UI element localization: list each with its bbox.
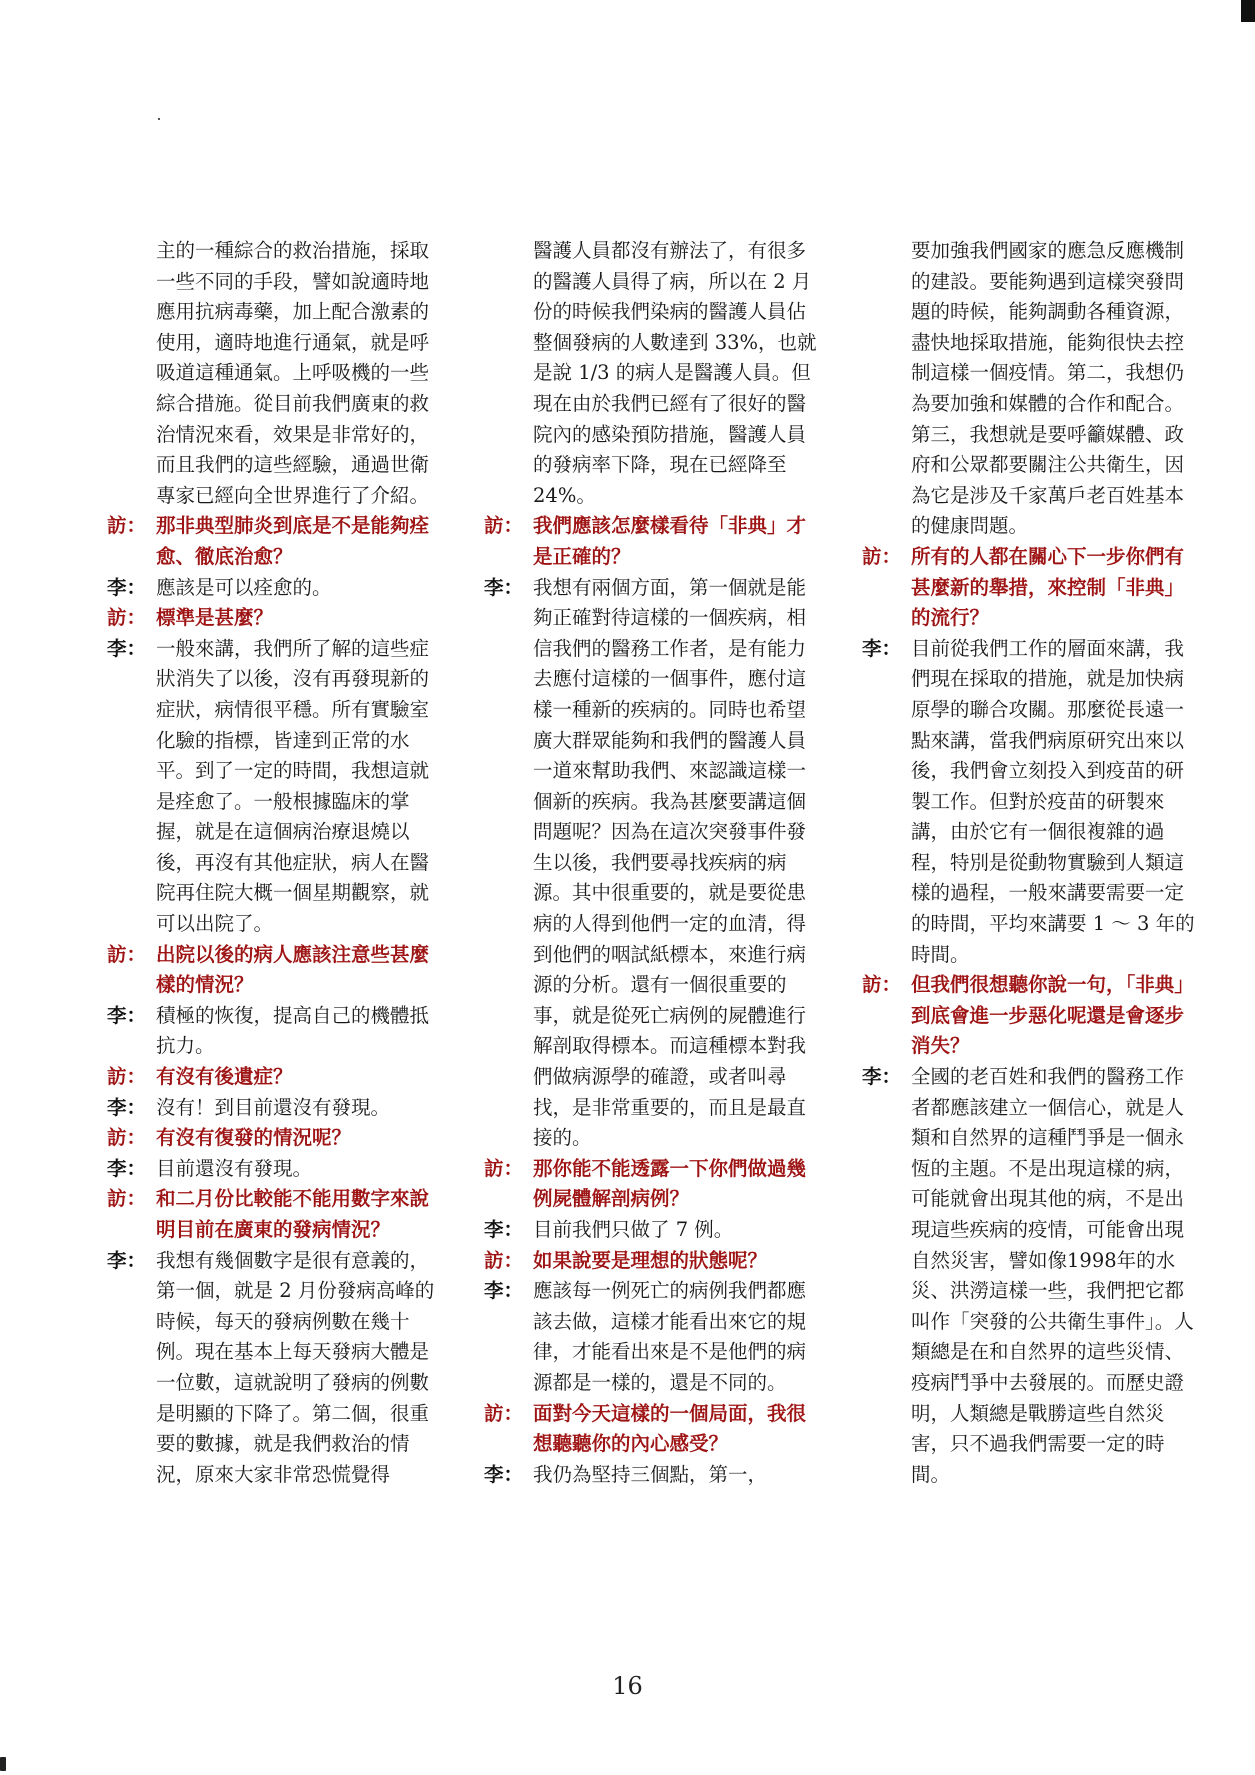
- speaker-label: 李：: [107, 636, 147, 660]
- paragraph-text: 和二月份比較能不能用數字來說明目前在廣東的發病情況？: [156, 1187, 430, 1241]
- speaker-label: 訪：: [107, 1126, 147, 1150]
- paragraph-text: 但我們很想聽你說一句，「非典」到底會進一步惡化呢還是會逐步消失？: [911, 973, 1194, 1058]
- paragraph-text: 沒有！到目前還沒有發現。: [156, 1095, 391, 1119]
- paragraph-text: 主的一種綜合的救治措施，採取一些不同的手段，譬如說適時地應用抗病毒藥，加上配合激素的使用，適時地進行通氣，就是呼吸道這種通氣。上呼吸機的一些綜合措施。從目前我們廣東的救治情況來看，效果是非常好的，而且我們的這些經驗，通過世衛專家已經向全世界進行了介紹。: [156, 239, 430, 507]
- speaker-label: 訪：: [484, 1156, 524, 1180]
- interviewee-answer: [107, 1093, 447, 1124]
- interviewee-answer: [484, 1276, 824, 1398]
- paragraph-text: 那你能不能透露一下你們做過幾例屍體解剖病例？: [533, 1156, 807, 1211]
- speaker-label: 訪：: [107, 606, 147, 630]
- article-column-1: [107, 236, 447, 1490]
- speaker-label: 訪：: [107, 1187, 147, 1211]
- speaker-label: 李：: [107, 1248, 147, 1272]
- speaker-label: 訪：: [107, 942, 147, 966]
- interviewee-answer: [107, 573, 447, 604]
- interviewee-answer: [862, 634, 1202, 971]
- speaker-label: 李：: [862, 636, 902, 660]
- paragraph-text: 應該每一例死亡的病例我們都應該去做，這樣才能看出來它的規律，才能看出來是不是他們的病源都是一樣的，還是不同的。: [533, 1279, 807, 1394]
- scan-dot: [158, 118, 160, 120]
- interviewee-answer: [107, 634, 447, 940]
- interviewee-answer: [484, 236, 824, 511]
- interviewer-question: [484, 1246, 824, 1277]
- interviewee-answer: [484, 1215, 824, 1246]
- interviewee-answer: [107, 1246, 447, 1491]
- speaker-label: 訪：: [484, 514, 524, 538]
- paragraph-text: 我想有幾個數字是很有意義的，第一個，就是 2 月份發病高峰的時候，每天的發病例數在幾十例。現在基本上每天發病大體是一位數，這就說明了發病的例數是明顯的下降了。第二個，很重要的數據，就是我們救治的情況，原來大家非常恐慌覺得: [156, 1248, 435, 1486]
- interviewer-question: [484, 511, 824, 572]
- speaker-label: 李：: [107, 575, 147, 599]
- speaker-label: 李：: [484, 575, 524, 599]
- paragraph-text: 目前還沒有發現。: [156, 1156, 313, 1180]
- speaker-label: 李：: [107, 1095, 147, 1119]
- paragraph-text: 全國的老百姓和我們的醫務工作者都應該建立一個信心，就是人類和自然界的這種鬥爭是一個永恆的主題。不是出現這樣的病，可能就會出現其他的病，不是出現這些疾病的疫情，可能會出現自然災害，譬如像1998年的水災、洪澇這樣一些，我們把它都叫作「突發的公共衛生事件」。人類總是在和自然界的這些災情、疫病鬥爭中去發展的。而歷史證明，人類總是戰勝這些自然災害，只不過我們需要一定的時間。: [911, 1065, 1194, 1486]
- page-number: 16: [612, 1672, 643, 1700]
- interviewer-question: [107, 1123, 447, 1154]
- paragraph-text: 要加強我們國家的應急反應機制的建設。要能夠遇到這樣突發問題的時候，能夠調動各種資源，盡快地採取措施，能夠很快去控制這樣一個疫情。第二，我想仍為要加強和媒體的合作和配合。第三，我想就是要呼籲媒體、政府和公眾都要關注公共衛生，因為它是涉及千家萬戶老百姓基本的健康問題。: [911, 239, 1185, 538]
- interviewer-question: [107, 511, 447, 572]
- scan-corner-mark: [1241, 0, 1255, 22]
- interviewer-question: [484, 1399, 824, 1460]
- speaker-label: 李：: [107, 1156, 147, 1180]
- interviewee-answer: [484, 1460, 824, 1491]
- article-column-2: [484, 236, 824, 1490]
- paragraph-text: 我們應該怎麼樣看待「非典」才是正確的？: [533, 514, 807, 568]
- speaker-label: 李：: [484, 1462, 524, 1486]
- speaker-label: 李：: [484, 1279, 524, 1303]
- speaker-label: 訪：: [484, 1401, 524, 1425]
- paragraph-text: 出院以後的病人應該注意些甚麼樣的情況？: [156, 942, 430, 997]
- speaker-label: 訪：: [107, 514, 147, 538]
- paragraph-text: 目前從我們工作的層面來講，我們現在採取的措施，就是加快病原學的聯合攻關。那麼從長遠一點來講，當我們病原研究出來以後，我們會立刻投入到疫苗的研製工作。但對於疫苗的研製來講，由於它有一個很複雜的過程，特別是從動物實驗到人類這樣的過程，一般來講要需要一定的時間，平均來講要 1 ～ 3 年的時間。: [911, 636, 1195, 966]
- paragraph-text: 那非典型肺炎到底是不是能夠痊愈、徹底治愈？: [156, 514, 430, 568]
- speaker-label: 訪：: [862, 544, 902, 568]
- interviewee-answer: [107, 1154, 447, 1185]
- interviewer-question: [862, 970, 1202, 1062]
- speaker-label: 李：: [484, 1218, 524, 1241]
- interviewer-question: [484, 1154, 824, 1215]
- paragraph-text: 目前我們只做了 7 例。: [533, 1218, 734, 1241]
- scan-dot: [0, 1757, 6, 1771]
- interviewee-answer: [107, 1001, 447, 1062]
- paragraph-text: 醫護人員都沒有辦法了，有很多的醫護人員得了病，所以在 2 月份的時候我們染病的醫護人員佔整個發病的人數達到 33%，也就是說 1/3 的病人是醫護人員。但現在由於我們已經有了很好的醫院內的感染預防措施，醫護人員的發病率下降，現在已經降至 24%。: [533, 239, 817, 507]
- paragraph-text: 如果說要是理想的狀態呢？: [533, 1248, 768, 1272]
- paragraph-text: 所有的人都在關心下一步你們有甚麼新的舉措，來控制「非典」的流行？: [911, 544, 1185, 630]
- paragraph-text: 有沒有復發的情況呢？: [156, 1126, 352, 1150]
- paragraph-text: 面對今天這樣的一個局面，我很想聽聽你的內心感受？: [533, 1401, 807, 1456]
- paragraph-text: 積極的恢復，提高自己的機體抵抗力。: [156, 1003, 430, 1058]
- paragraph-text: 標準是甚麼？: [156, 606, 274, 630]
- paragraph-text: 我想有兩個方面，第一個就是能夠正確對待這樣的一個疾病，相信我們的醫務工作者，是有能力去應付這樣的一個事件，應付這樣一種新的疾病的。同時也希望廣大群眾能夠和我們的醫護人員一道來幫助我們、來認識這樣一個新的疾病。我為甚麼要講這個問題呢？因為在這次突發事件發生以後，我們要尋找疾病的病源。其中很重要的，就是要從患病的人得到他們一定的血清，得到他們的咽試紙標本，來進行病源的分析。還有一個很重要的事，就是從死亡病例的屍體進行解剖取得標本。而這種標本對我們做病源學的確證，或者叫尋找，是非常重要的，而且是最直接的。: [533, 575, 807, 1150]
- interviewer-question: [107, 603, 447, 634]
- interviewee-answer: [484, 573, 824, 1154]
- interviewer-question: [107, 1062, 447, 1093]
- interviewee-answer: [862, 1062, 1202, 1490]
- speaker-label: 李：: [862, 1065, 902, 1089]
- paragraph-text: 我仍為堅持三個點，第一，: [533, 1462, 768, 1486]
- interviewer-question: [862, 542, 1202, 634]
- interviewer-question: [107, 940, 447, 1001]
- interviewee-answer: [107, 236, 447, 511]
- paragraph-text: 有沒有後遺症？: [156, 1065, 293, 1089]
- article-column-3: [862, 236, 1202, 1490]
- interviewee-answer: [862, 236, 1202, 542]
- speaker-label: 訪：: [107, 1065, 147, 1089]
- interviewer-question: [107, 1184, 447, 1245]
- speaker-label: 李：: [107, 1003, 147, 1027]
- speaker-label: 訪：: [484, 1248, 524, 1272]
- paragraph-text: 一般來講，我們所了解的這些症狀消失了以後，沒有再發現新的症狀，病情很平穩。所有實驗室化驗的指標，皆達到正常的水平。到了一定的時間，我想這就是痊愈了。一般根據臨床的掌握，就是在這個病治療退燒以後，再沒有其他症狀，病人在醫院再住院大概一個星期觀察，就可以出院了。: [156, 636, 430, 936]
- speaker-label: 訪：: [862, 973, 902, 997]
- paragraph-text: 應該是可以痊愈的。: [156, 575, 332, 599]
